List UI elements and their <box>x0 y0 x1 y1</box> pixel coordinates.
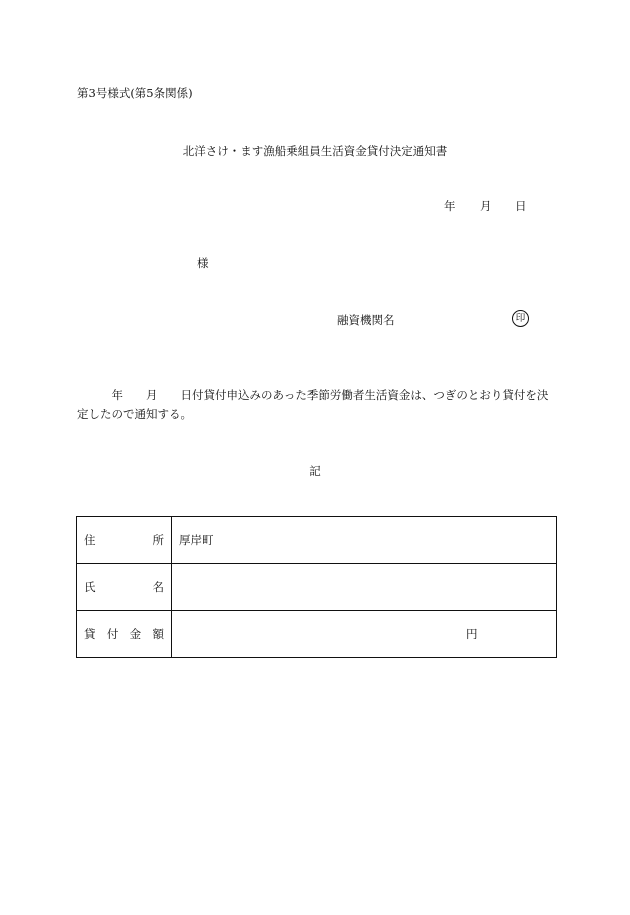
financial-institution-label: 融資機関名 <box>337 313 395 327</box>
address-label-char: 住 <box>84 533 96 547</box>
amount-label-char: 貸 <box>84 627 96 641</box>
date-year: 年 <box>444 199 456 213</box>
name-value-cell <box>172 564 557 611</box>
name-label-char: 名 <box>152 580 164 594</box>
date-day: 日 <box>515 199 527 213</box>
table-row-address <box>77 517 557 564</box>
address-label-char: 所 <box>152 533 164 547</box>
date-month: 月 <box>480 199 492 213</box>
amount-label-char: 金 <box>129 627 142 641</box>
table-row-amount <box>77 611 557 658</box>
addressee-honorific: 様 <box>197 256 209 270</box>
address-value-cell: 厚岸町 <box>172 517 557 564</box>
record-heading: 記 <box>309 464 321 478</box>
amount-label-char: 額 <box>152 627 164 641</box>
seal-mark: 印 <box>512 310 529 327</box>
yen-unit: 円 <box>466 627 478 641</box>
address-label-cell <box>77 517 172 564</box>
loan-info-table <box>76 516 557 658</box>
amount-label-char: 付 <box>106 627 119 641</box>
amount-label-cell <box>77 611 172 658</box>
document-title: 北洋さけ・ます漁船乗組員生活資金貸付決定通知書 <box>182 144 448 158</box>
amount-value-cell <box>172 611 557 658</box>
form-number-label: 第3号様式(第5条関係) <box>77 86 193 100</box>
table-row-name <box>77 564 557 611</box>
name-label-cell <box>77 564 172 611</box>
name-label-char: 氏 <box>84 580 96 594</box>
notice-body-text: 年 月 日付貸付申込みのあった季節労働者生活資金は、つぎのとおり貸付を決定したので通知する。 <box>77 388 549 421</box>
